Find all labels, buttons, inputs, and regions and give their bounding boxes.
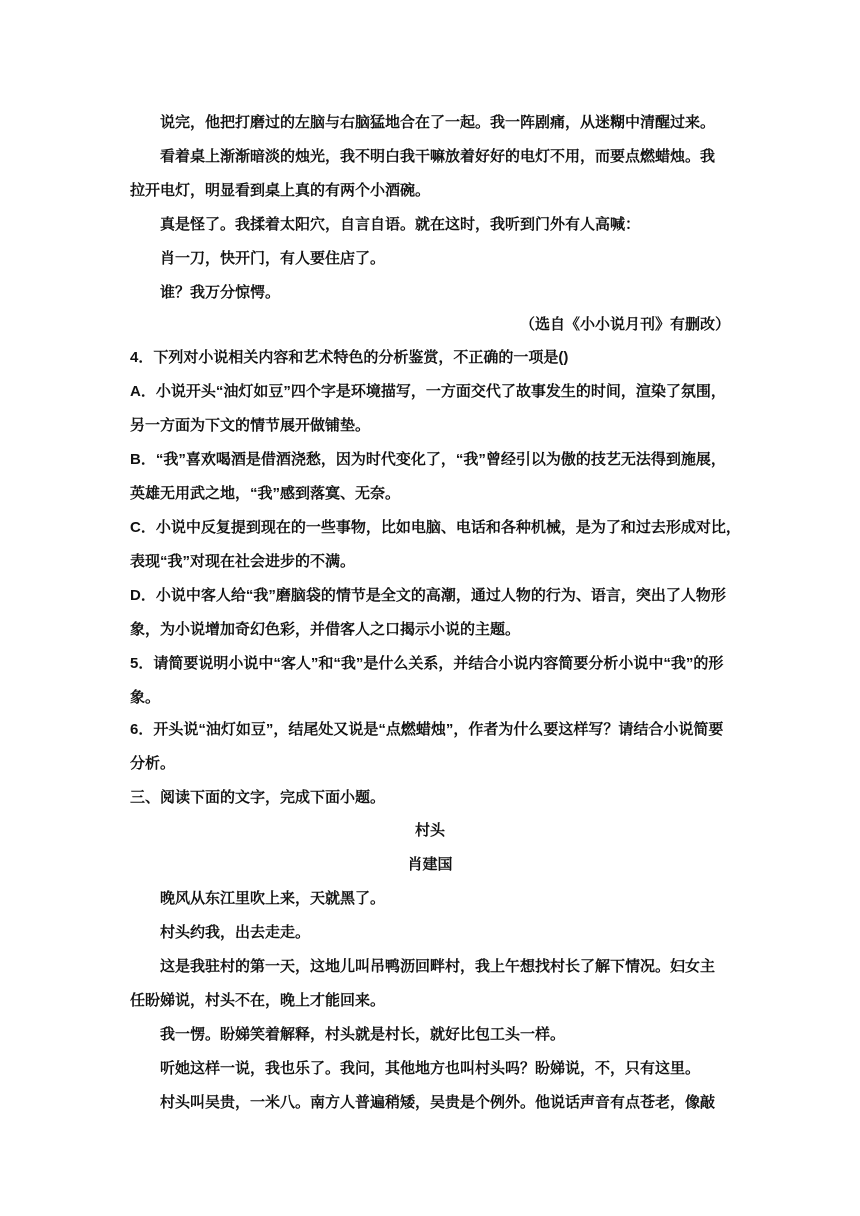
story-author: 肖建国 — [407, 855, 453, 873]
section-3-heading: 三、阅读下面的文字，完成下面小题。 — [130, 789, 386, 806]
question-4-option-d: D．小说中客人给“我”磨脑袋的情节是全文的高潮，通过人物的行为、语言，突出了人物形 — [130, 587, 726, 604]
story-line: 拉开电灯，明显看到桌上真的有两个小酒碗。 — [130, 181, 431, 199]
question-4-stem: 4．下列对小说相关内容和艺术特色的分析鉴赏，不正确的一项是() — [130, 349, 569, 366]
question-4-option-b-cont: 英雄无用武之地，“我”感到落寞、无奈。 — [130, 485, 401, 502]
story-line: 晚风从东江里吹上来，天就黑了。 — [160, 889, 386, 907]
question-4-option-c-cont: 表现“我”对现在社会进步的不满。 — [130, 553, 356, 570]
story-line: 说完，他把打磨过的左脑与右脑猛地合在了一起。我一阵剧痛，从迷糊中清醒过来。 — [160, 113, 716, 131]
question-4-option-b: B．“我”喜欢喝酒是借酒浇愁，因为时代变化了，“我”曾经引以为傲的技艺无法得到施展， — [130, 451, 726, 468]
story-line: 我一愣。盼娣笑着解释，村头就是村长，就好比包工头一样。 — [160, 1025, 566, 1043]
question-4-option-a: A．小说开头“油灯如豆”四个字是环境描写，一方面交代了故事发生的时间，渲染了氛围， — [130, 383, 726, 400]
question-6: 6．开头说“油灯如豆”，结尾处又说是“点燃蜡烛”，作者为什么要这样写？请结合小说简要 — [130, 721, 724, 738]
question-4-option-c: C．小说中反复提到现在的一些事物，比如电脑、电话和各种机械，是为了和过去形成对比， — [130, 519, 741, 536]
story-line: 村头约我，出去走走。 — [160, 923, 311, 941]
source-citation: （选自《小小说月刊》有删改） — [519, 315, 730, 333]
question-5-cont: 象。 — [130, 689, 161, 706]
story-line: 肖一刀，快开门，有人要住店了。 — [160, 249, 386, 267]
story-line: 这是我驻村的第一天，这地儿叫吊鸭沥回畔村，我上午想找村长了解下情况。妇女主 — [160, 957, 716, 975]
question-4-option-a-cont: 另一方面为下文的情节展开做铺垫。 — [130, 417, 371, 434]
question-4-option-d-cont: 象，为小说增加奇幻色彩，并借客人之口揭示小说的主题。 — [130, 621, 521, 638]
story-line: 听她这样一说，我也乐了。我问，其他地方也叫村头吗？盼娣说，不，只有这里。 — [160, 1059, 701, 1077]
story-line: 真是怪了。我揉着太阳穴，自言自语。就在这时，我听到门外有人高喊： — [160, 215, 641, 233]
story-line: 任盼娣说，村头不在，晚上才能回来。 — [130, 991, 386, 1009]
story-line: 看着桌上渐渐暗淡的烛光，我不明白我干嘛放着好好的电灯不用，而要点燃蜡烛。我 — [160, 147, 716, 165]
story-title: 村头 — [414, 821, 445, 839]
story-line: 村头叫吴贵，一米八。南方人普遍稍矮，吴贵是个例外。他说话声音有点苍老，像敲 — [160, 1093, 716, 1111]
question-5: 5．请简要说明小说中“客人”和“我”是什么关系，并结合小说内容简要分析小说中“我”的形 — [130, 655, 724, 672]
story-line: 谁？我万分惊愕。 — [160, 283, 281, 301]
question-6-cont: 分析。 — [130, 755, 176, 772]
